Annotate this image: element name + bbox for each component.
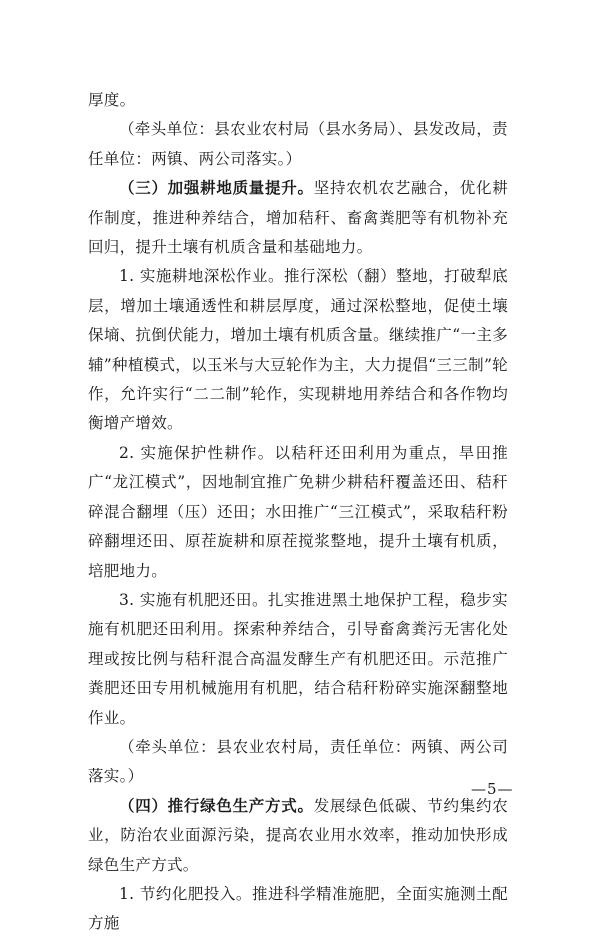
body-text (88, 86, 508, 939)
item-deep-tillage (88, 262, 508, 438)
paragraph-lead-units-1 (88, 115, 508, 174)
paragraph-text: 厚度。 (88, 91, 136, 109)
paragraph-text: 坚持农机农艺融合，优化耕作制度，推进种养结合，增加秸秆、畜禽粪肥等有机物补充回归，提升土壤有机质含量和基础地力。 (88, 179, 508, 257)
paragraph-text: 1. 节约化肥投入。推进科学精准施肥，全面实施测土配方施 (88, 884, 508, 933)
paragraph-text: 3. 实施有机肥还田。扎实推进黑土地保护工程，稳步实施有机肥还田利用。探索种养结合，引导畜禽粪污无害化处理或按比例与秸秆混合高温发酵生产有机肥还田。示范推广粪肥还田专用机械施用有机肥，结合秸秆粉碎实施深翻整地作业。 (88, 590, 508, 727)
paragraph-text: 发展绿色低碳、节约集约农业，防治农业面源污染，提高农业用水效率，推动加快形成绿色生产方式。 (88, 796, 508, 874)
section-heading-3 (88, 174, 508, 262)
item-conservation-tillage (88, 439, 508, 586)
paragraph-text: 2. 实施保护性耕作。以秸秆还田利用为重点，旱田推广“龙江模式”，因地制宜推广免耕少耕秸秆覆盖还田、秸秆碎混合翻埋（压）还田；水田推广“三江模式”，采取秸秆粉碎翻埋还田、原茬旋耕和原茬搅浆整地，提升土壤有机质，培肥地力。 (88, 443, 508, 580)
paragraph-text: 1. 实施耕地深松作业。推行深松（翻）整地，打破犁底层，增加土壤通透性和耕层厚度，通过深松整地，促使土壤保墒、抗倒伏能力，增加土壤有机质含量。继续推广“一主多辅”种植模式，以玉米与大豆轮作为主，大力提倡“三三制”轮作，允许实行“二二制”轮作，实现耕地用养结合和各作物均衡增产增效。 (88, 267, 508, 433)
page-number: —5— (471, 780, 514, 798)
paragraph-text: （牵头单位：县农业农村局（县水务局）、县发改局，责任单位：两镇、两公司落实。） (88, 120, 508, 168)
section-title: （三）加强耕地质量提升。 (119, 179, 314, 198)
paragraph-lead-units-2 (88, 733, 508, 792)
paragraph-text: （牵头单位：县农业农村局，责任单位：两镇、两公司落实。） (88, 737, 508, 786)
paragraph-continuation (88, 86, 508, 115)
section-heading-4 (88, 792, 508, 880)
section-title: （四）推行绿色生产方式。 (119, 796, 314, 815)
item-reduce-fertilizer (88, 880, 508, 939)
item-organic-fertilizer (88, 586, 508, 733)
